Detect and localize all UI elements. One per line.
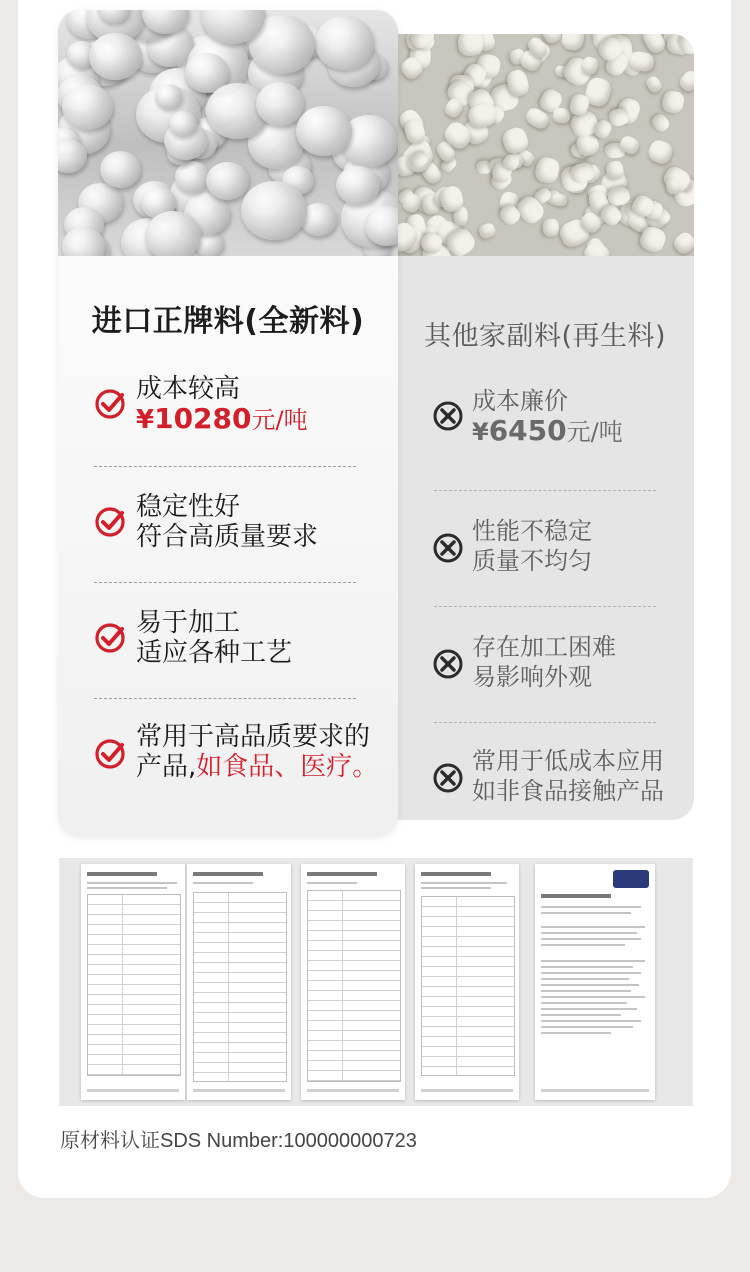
plastic-pellet <box>542 218 559 237</box>
recycled-title: 其他家副料(再生料) <box>423 321 667 352</box>
plastic-bead <box>62 84 113 130</box>
divider <box>94 466 356 467</box>
check-icon <box>94 506 126 538</box>
sds-documents <box>59 858 693 1106</box>
plastic-pellet <box>552 107 571 124</box>
plastic-bead <box>206 162 249 200</box>
check-icon <box>94 738 126 770</box>
recycled-stability-line1: 性能不稳定 <box>472 517 592 545</box>
virgin-stability-item <box>58 482 398 572</box>
cross-icon <box>432 400 464 432</box>
plastic-pellet <box>649 111 672 134</box>
plastic-pellet <box>534 155 562 185</box>
virgin-usage-line2: 产品,如食品、医疗。 <box>136 752 379 782</box>
plastic-pellet <box>644 75 664 96</box>
chevron-phillips-logo <box>613 870 649 888</box>
plastic-bead <box>100 151 142 188</box>
recycled-usage-line2: 如非食品接触产品 <box>472 777 664 805</box>
sds-document-page <box>301 864 405 1100</box>
plastic-pellet <box>478 221 498 240</box>
virgin-usage-line1: 常用于高品质要求的 <box>136 722 371 752</box>
plastic-bead <box>336 166 380 205</box>
plastic-pellet <box>671 230 694 256</box>
sds-document-page <box>81 864 185 1100</box>
recycled-stability-line2: 质量不均匀 <box>472 547 592 575</box>
divider <box>94 698 356 699</box>
sds-document-page <box>415 864 519 1100</box>
plastic-pellet <box>646 138 675 167</box>
sds-document-page <box>535 864 655 1100</box>
cross-icon <box>432 648 464 680</box>
recycled-cost-label: 成本廉价 <box>472 387 568 415</box>
recycled-cost-item <box>396 378 694 468</box>
virgin-usage-item <box>58 712 398 802</box>
cross-icon <box>432 532 464 564</box>
plastic-bead <box>241 181 307 240</box>
virgin-processing-item <box>58 598 398 688</box>
recycled-pellets-photo <box>396 34 694 256</box>
plastic-bead <box>155 84 182 108</box>
recycled-processing-line2: 易影响外观 <box>472 663 592 691</box>
cross-icon <box>432 762 464 794</box>
plastic-bead <box>256 82 304 125</box>
plastic-pellet <box>660 90 685 116</box>
virgin-cost-item <box>58 364 398 454</box>
virgin-cost-label: 成本较高 <box>136 374 241 404</box>
virgin-price: ¥10280元/吨 <box>136 402 308 435</box>
plastic-bead <box>296 106 352 156</box>
recycled-processing-line1: 存在加工困难 <box>472 633 616 661</box>
virgin-beads-photo <box>58 10 398 256</box>
recycled-processing-item <box>396 622 694 712</box>
recycled-usage-line1: 常用于低成本应用 <box>472 747 664 775</box>
virgin-stability-line2: 符合高质量要求 <box>136 522 319 552</box>
recycled-price: ¥6450元/吨 <box>472 414 623 447</box>
sds-caption: 原材料认证SDS Number:100000000723 <box>60 1130 417 1152</box>
divider <box>434 606 656 607</box>
divider <box>434 722 656 723</box>
virgin-processing-line1: 易于加工 <box>136 608 241 638</box>
plastic-pellet <box>561 34 586 51</box>
divider <box>94 582 356 583</box>
virgin-material-column <box>58 10 398 836</box>
plastic-bead <box>175 161 210 192</box>
plastic-pellet <box>677 68 694 95</box>
recycled-material-column <box>396 34 694 820</box>
plastic-bead <box>89 33 142 81</box>
virgin-title: 进口正牌料(全新料) <box>91 304 365 339</box>
check-icon <box>94 388 126 420</box>
check-icon <box>94 622 126 654</box>
plastic-bead <box>315 16 374 69</box>
recycled-stability-item <box>396 506 694 596</box>
plastic-pellet <box>605 160 624 181</box>
divider <box>434 490 656 491</box>
recycled-usage-item <box>396 736 694 820</box>
virgin-processing-line2: 适应各种工艺 <box>136 638 293 668</box>
plastic-bead <box>145 211 201 256</box>
virgin-stability-line1: 稳定性好 <box>136 492 241 522</box>
sds-document-page <box>187 864 291 1100</box>
plastic-pellet <box>457 34 484 57</box>
